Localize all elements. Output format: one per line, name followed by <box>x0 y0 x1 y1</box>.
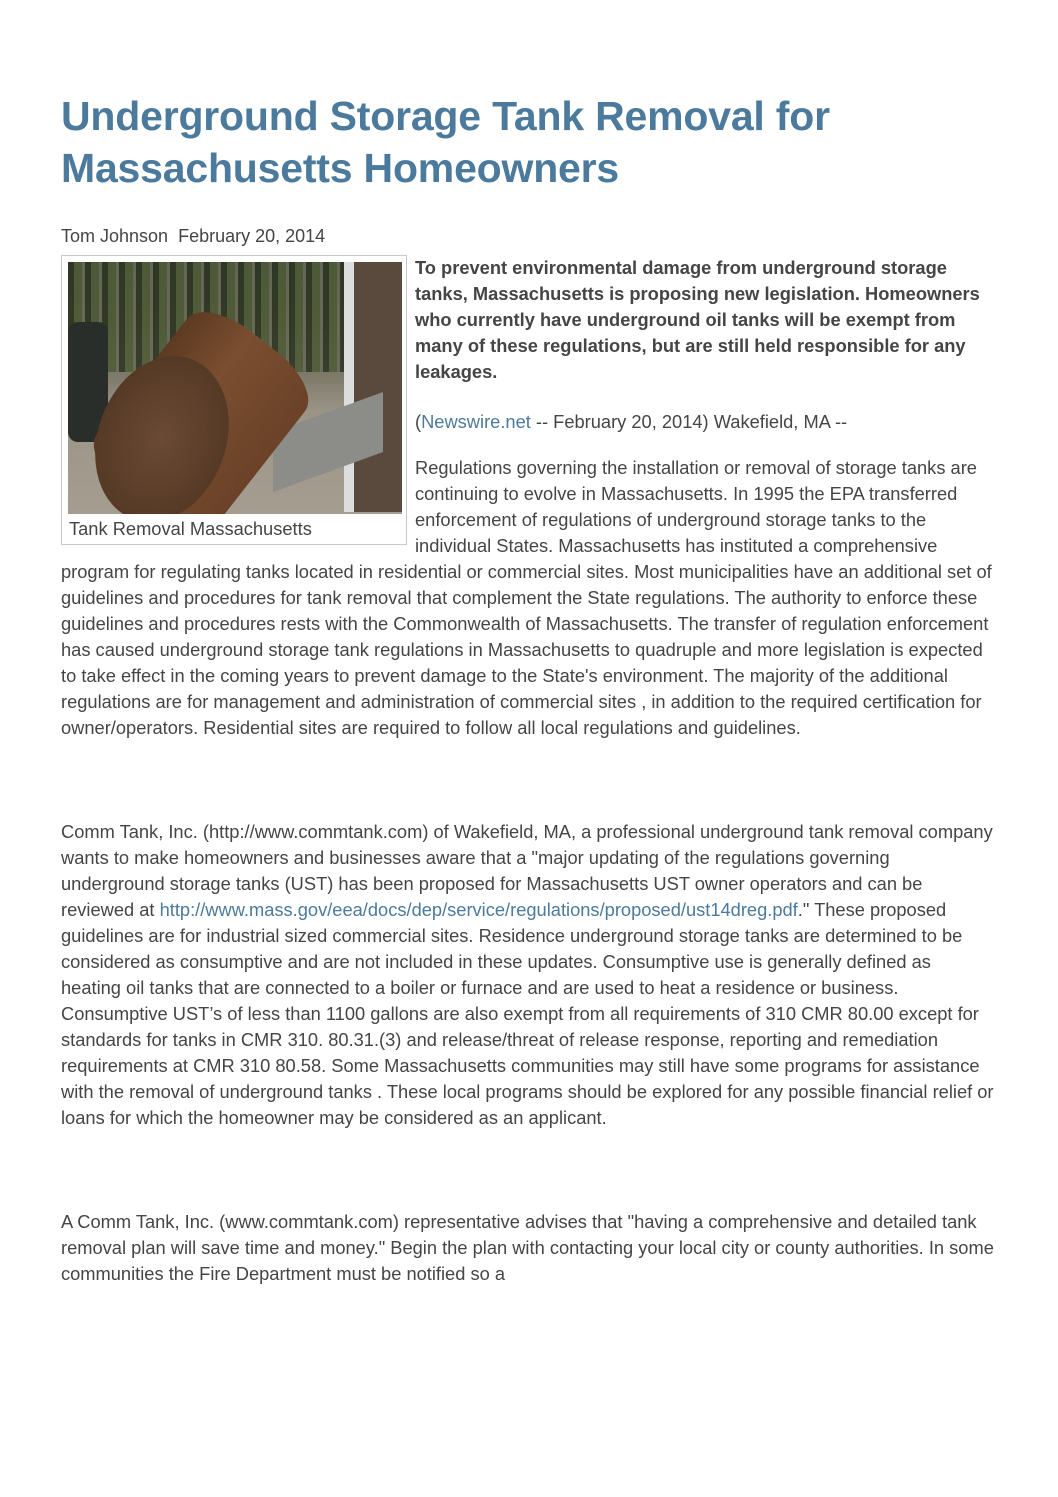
dateline-rest: -- February 20, 2014) Wakefield, MA -- <box>530 411 848 432</box>
paragraph-2-text-cont: ." These proposed guidelines are for industrial sized commercial sites. Residence underground storage tanks are determined to be considered as consumptive and are not included in these updates. Consumptive use is generally defined as heating oil tanks that are connected to a boiler or furnace and are used to heat a residence or business. Consumptive UST’s of less than 1100 gallons are also exempt from all requirements of 310 CMR 80.00 except for standards for tanks in CMR 310. 80.31.(3) and release/threat of release response, reporting and remediation requirements at CMR 310 80.58. Some Massachusetts communities may still have some programs for assistance with the removal of underground tanks . These local programs should be explored for any possible financial relief or loans for which the homeowner may be considered as an applicant. <box>61 899 994 1128</box>
figure <box>61 255 407 545</box>
article-body <box>61 255 995 1287</box>
article-title: Underground Storage Tank Removal for Massachusetts Homeowners <box>61 93 830 191</box>
intro-summary: To prevent environmental damage from underground storage tanks, Massachusetts is proposing new legislation. Homeowners who currently have underground oil tanks will be exempt from many of these regulations, but are still held responsible for any leakages. <box>415 257 980 382</box>
publish-date: February 20, 2014 <box>178 226 326 246</box>
tank-photo <box>68 262 402 514</box>
byline <box>61 224 325 248</box>
paragraph-2-text: Comm Tank, Inc. (http://www.commtank.com) of Wakefield, MA, a professional underground tank removal company wants to make homeowners and businesses aware that a "major updating of the regulations governing underground storage tanks (UST) has been proposed for Massachusetts UST owner operators and can be reviewed at <box>61 821 993 920</box>
regulations-pdf-link[interactable]: http://www.mass.gov/eea/docs/dep/service/regulations/proposed/ust14dreg.pdf <box>159 899 798 920</box>
figure-caption: Tank Removal Massachusetts <box>69 518 312 539</box>
paragraph-2 <box>61 819 995 1131</box>
newswire-link[interactable]: Newswire.net <box>421 411 531 432</box>
paragraph-3: A Comm Tank, Inc. (www.commtank.com) representative advises that "having a comprehensive and detailed tank removal plan will save time and money." Begin the plan with contacting your local city or county authorities. In some communities the Fire Department must be notified so a <box>61 1211 994 1284</box>
dateline-open: ( <box>415 411 422 432</box>
author: Tom Johnson <box>61 226 169 246</box>
paragraph-1: Regulations governing the installation or removal of storage tanks are continuing to evolve in Massachusetts. In 1995 the EPA transferred enforcement of regulations of underground storage tanks to the individual States. Massachusetts has instituted a comprehensive program for regulating tanks located in residential or commercial sites. Most municipalities have an additional set of guidelines and procedures for tank removal that complement the State regulations. The authority to enforce these guidelines and procedures rests with the Commonwealth of Massachusetts. The transfer of regulation enforcement has caused underground storage tank regulations in Massachusetts to quadruple and more legislation is expected to take effect in the coming years to prevent damage to the State's environment. The majority of the additional regulations are for management and administration of commercial sites , in addition to the required certification for owner/operators. Residential sites are required to follow all local regulations and guidelines. <box>61 457 992 738</box>
